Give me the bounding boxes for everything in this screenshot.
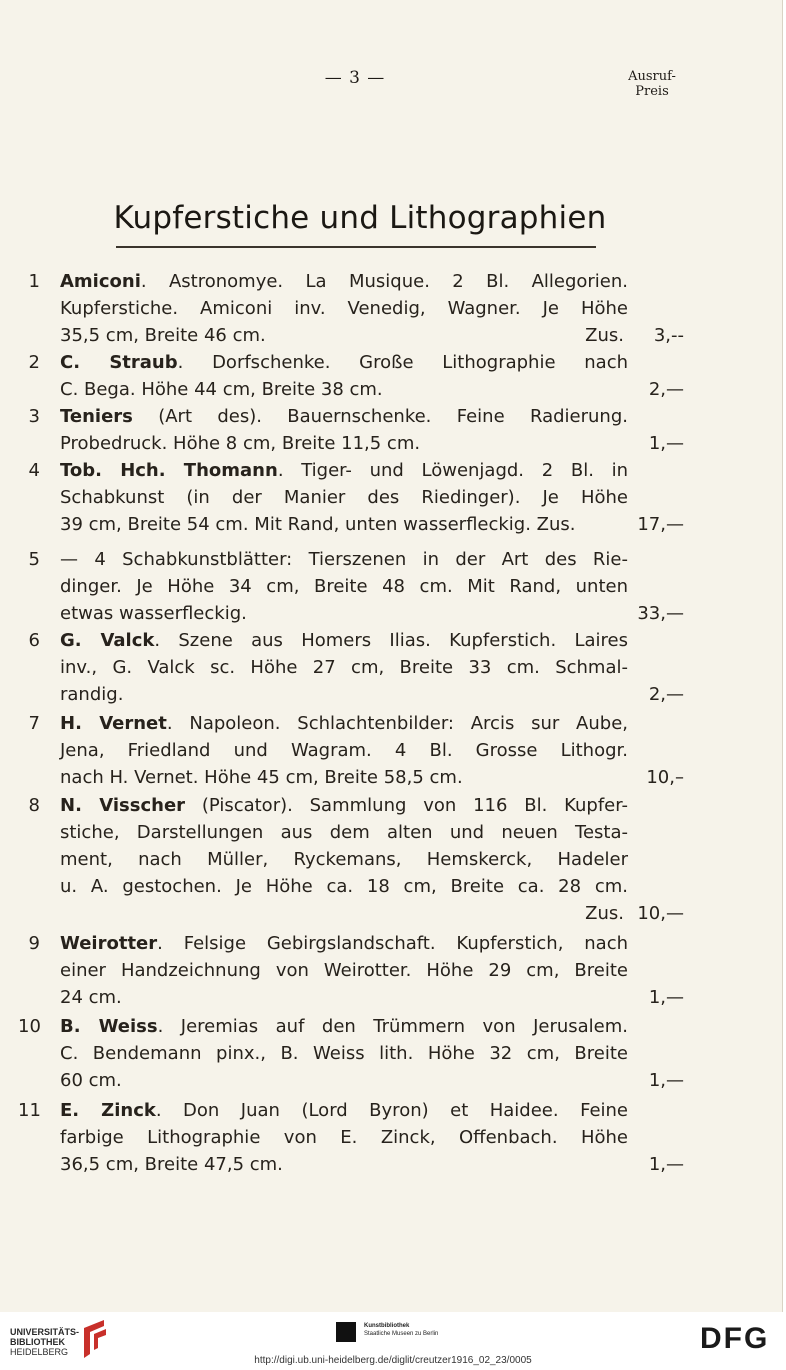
kunstbibliothek-logo-icon [336, 1322, 356, 1342]
price-heading-line-1: Ausruf- [628, 69, 676, 84]
entry-line [60, 268, 628, 295]
lot-price: 1,— [648, 1154, 684, 1175]
kb-line-1: Kunstbibliothek [364, 1323, 410, 1329]
lot-number: 9 [28, 933, 40, 954]
source-url-link[interactable]: http://digi.ub.uni-heidelberg.de/diglit/creutzer1916_02_23/0005 [254, 1355, 532, 1366]
lot-number: 6 [28, 630, 40, 651]
entry-text: (Piscator). Sammlung von 116 Bl. Kupfer- [185, 795, 628, 816]
artist-name: B. Weiss [60, 1016, 158, 1037]
entry-line: nach H. Vernet. Höhe 45 cm, Breite 58,5 cm. [60, 767, 463, 788]
entry-text: (Art des). Bauernschenke. Feine Radierung. [132, 406, 628, 427]
lot-number: 8 [28, 795, 40, 816]
library-line-1: UNIVERSITÄTS- [10, 1327, 80, 1337]
zus-label: Zus. [585, 325, 624, 346]
lot-price: 1,— [648, 433, 684, 454]
entry-line [60, 792, 628, 819]
entry-text: . Felsige Gebirgslandschaft. Kupferstich, nach [157, 933, 628, 954]
lot-price: 17,— [637, 514, 684, 535]
artist-name: Tob. Hch. Thomann [60, 460, 278, 481]
entry-line: randig. [60, 684, 124, 705]
lot-price: 10,— [637, 903, 684, 924]
artist-name: Teniers [60, 406, 133, 427]
lot-price: 3,-- [653, 325, 684, 346]
entry-text: . Astronomye. La Musique. 2 Bl. Allegorien. [140, 271, 628, 292]
lot-price: 10,– [646, 767, 684, 788]
entry-line: 60 cm. [60, 1070, 122, 1091]
price-column-heading [612, 69, 692, 99]
entry-line [60, 403, 628, 430]
price-heading-line-2: Preis [635, 84, 669, 99]
entry-line: 24 cm. [60, 987, 122, 1008]
zus-label: Zus. [585, 903, 624, 924]
artist-name: H. Vernet [60, 713, 167, 734]
lot-price: 1,— [648, 1070, 684, 1091]
lot-number: 7 [28, 713, 40, 734]
entry-line: 39 cm, Breite 54 cm. Mit Rand, unten wasserfleckig. Zus. [60, 514, 576, 535]
entry-line: u. A. gestochen. Je Höhe ca. 18 cm, Breite ca. 28 cm. [60, 876, 628, 897]
entry-text: . Szene aus Homers Ilias. Kupferstich. Laires [154, 630, 628, 651]
entry-line [60, 349, 628, 376]
entry-line: farbige Lithographie von E. Zinck, Offenbach. Höhe [60, 1127, 628, 1148]
entry-line: C. Bendemann pinx., B. Weiss lith. Höhe 32 cm, Breite [60, 1043, 628, 1064]
lot-number: 5 [28, 549, 40, 570]
entry-line [60, 1013, 628, 1040]
entry-text: . Tiger- und Löwenjagd. 2 Bl. in [277, 460, 629, 481]
entry-line: etwas wasserfleckig. [60, 603, 247, 624]
entry-line [60, 627, 628, 654]
artist-name: C. Straub [60, 352, 178, 373]
entry-text: . Napoleon. Schlachtenbilder: Arcis sur Aube, [166, 713, 628, 734]
entry-line [60, 710, 628, 737]
artist-name: G. Valck [60, 630, 155, 651]
lot-price: 1,— [648, 987, 684, 1008]
entry-line [60, 1097, 628, 1124]
entry-line: — 4 Schabkunstblätter: Tierszenen in der Art des Rie- [60, 549, 628, 570]
entry-line: Kupferstiche. Amiconi inv. Venedig, Wagner. Je Höhe [60, 298, 628, 319]
kb-line-2: Staatliche Museen zu Berlin [364, 1331, 439, 1337]
entry-line [60, 457, 628, 484]
lot-number: 1 [28, 271, 40, 292]
library-logo-text[interactable] [10, 1327, 79, 1357]
entry-line [60, 930, 628, 957]
library-line-3: HEIDELBERG [10, 1347, 69, 1357]
lot-price: 2,— [648, 379, 684, 400]
entry-line: ment, nach Müller, Ryckemans, Hemskerck, Hadeler [60, 849, 628, 870]
entry-line: Probedruck. Höhe 8 cm, Breite 11,5 cm. [60, 433, 421, 454]
lot-number: 4 [28, 460, 40, 481]
library-line-2: BIBLIOTHEK [10, 1337, 65, 1347]
dfg-logo[interactable]: DFG [700, 1322, 770, 1355]
artist-name: N. Visscher [60, 795, 186, 816]
artist-name: Amiconi [60, 271, 141, 292]
library-logo-icon [80, 1318, 110, 1360]
lot-number: 3 [28, 406, 40, 427]
page-number: — 3 — [324, 68, 386, 88]
lot-number: 11 [18, 1100, 41, 1121]
title-underline [116, 246, 596, 248]
lot-price: 33,— [637, 603, 684, 624]
entry-line: 35,5 cm, Breite 46 cm. [60, 325, 266, 346]
entry-line: Jena, Friedland und Wagram. 4 Bl. Grosse Lithogr. [60, 740, 628, 761]
entry-line: Schabkunst (in der Manier des Riedinger). Je Höhe [60, 487, 628, 508]
artist-name: Weirotter [60, 933, 158, 954]
entry-line: 36,5 cm, Breite 47,5 cm. [60, 1154, 283, 1175]
entry-text: . Jeremias auf den Trümmern von Jerusalem. [157, 1016, 629, 1037]
entry-line: einer Handzeichnung von Weirotter. Höhe 29 cm, Breite [60, 960, 628, 981]
artist-name: E. Zinck [60, 1100, 156, 1121]
entry-line: dinger. Je Höhe 34 cm, Breite 48 cm. Mit Rand, unten [60, 576, 628, 597]
entry-text: . Dorfschenke. Große Lithographie nach [177, 352, 629, 373]
lot-number: 2 [28, 352, 40, 373]
entry-text: . Don Juan (Lord Byron) et Haidee. Feine [155, 1100, 628, 1121]
entry-line: stiche, Darstellungen aus dem alten und neuen Testa- [60, 822, 628, 843]
entry-line: inv., G. Valck sc. Höhe 27 cm, Breite 33 cm. Schmal- [60, 657, 628, 678]
kunstbibliothek-logo-text[interactable] [364, 1322, 438, 1338]
lot-number: 10 [18, 1016, 41, 1037]
section-title: Kupferstiche und Lithographien [113, 200, 607, 236]
entry-line: C. Bega. Höhe 44 cm, Breite 38 cm. [60, 379, 383, 400]
lot-price: 2,— [648, 684, 684, 705]
